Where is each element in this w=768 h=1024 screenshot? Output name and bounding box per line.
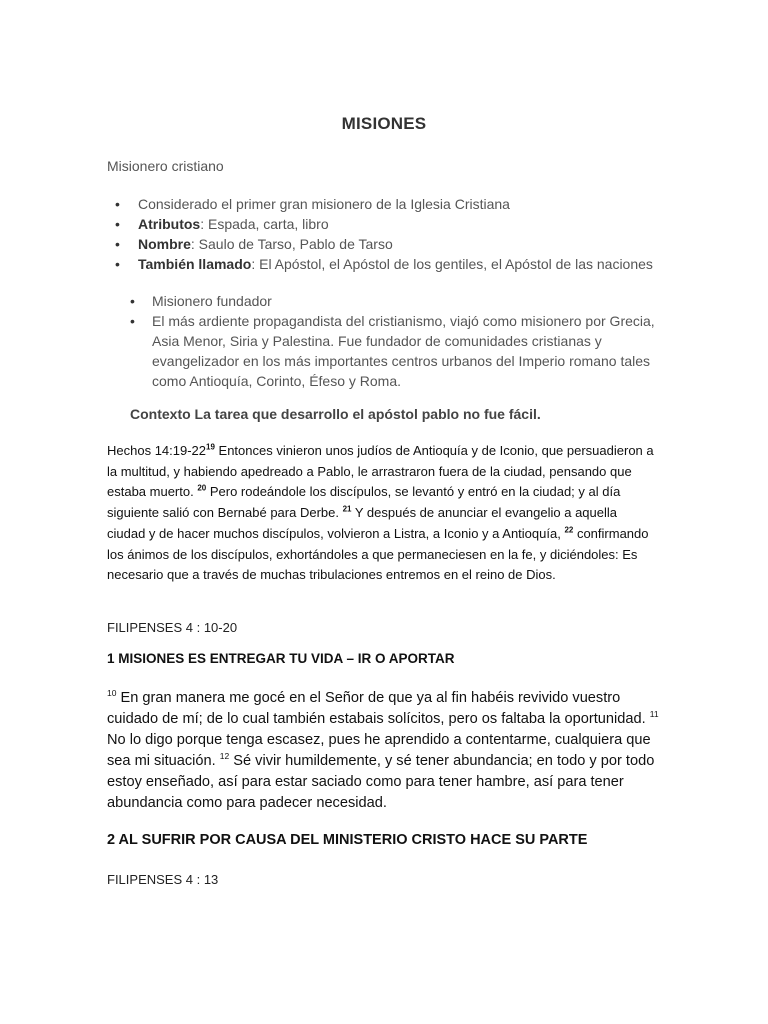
list-item (107, 254, 707, 274)
verse-text: Pero rodeándole los discípulos, se levantó y entró en la ciudad; y al día siguiente salió con Bernabé para Derbe. (107, 484, 621, 521)
list-item (126, 311, 666, 391)
list-item-text: El más ardiente propagandista del cristianismo, viajó como misionero por Grecia, Asia Menor, Siria y Palestina. Fue fundador de comunidades cristianas y evangelizador en los más importantes centros urbanos del Imperio romano tales como Antioquía, Corinto, Éfeso y Roma. (152, 313, 655, 389)
verse-text: En gran manera me gocé en el Señor de que ya al fin habéis revivido vuestro cuidado de mí; de lo cual también estabais solícitos, pero os faltaba la oportunidad. (107, 690, 650, 727)
bullet-list-attributes (107, 194, 707, 274)
section-heading-1: 1 MISIONES ES ENTREGAR TU VIDA – IR O APORTAR (107, 651, 455, 666)
verse-text: No lo digo porque tenga escasez, pues he aprendido a contentarme, cualquiera que sea mi situación. (107, 732, 651, 769)
bullet-list-founder (126, 291, 666, 391)
list-item-text: Misionero fundador (152, 293, 272, 309)
filipenses-reference-2: FILIPENSES 4 : 13 (107, 872, 219, 887)
list-item (107, 214, 707, 234)
verse-number: 22 (564, 525, 574, 535)
list-item (107, 234, 707, 254)
verse-number: 20 (197, 484, 207, 494)
list-item-text: : Espada, carta, libro (200, 216, 329, 232)
list-item-text: : Saulo de Tarso, Pablo de Tarso (190, 236, 393, 252)
subtitle: Misionero cristiano (107, 158, 224, 174)
verse-number: 10 (107, 688, 117, 699)
list-item-text: Considerado el primer gran misionero de la Iglesia Cristiana (138, 196, 510, 212)
filipenses-reference: FILIPENSES 4 : 10-20 (107, 620, 238, 635)
context-line: Contexto La tarea que desarrollo el apóstol pablo no fue fácil. (130, 406, 541, 422)
verse-reference: Hechos 14:19-22 (107, 443, 207, 458)
list-item (126, 291, 666, 311)
verse-number: 11 (649, 709, 659, 720)
verse-number: 19 (206, 442, 215, 452)
list-item-label: Atributos (138, 216, 201, 232)
verse-text: Sé vivir humildemente, y sé tener abundancia; en todo y por todo estoy enseñado, así para estar saciado como para tener hambre, así para tener abundancia como para padecer necesidad. (107, 753, 655, 811)
list-item (107, 194, 707, 214)
section-heading-2: 2 AL SUFRIR POR CAUSA DEL MINISTERIO CRISTO HACE SU PARTE (107, 832, 588, 848)
verse-text: confirmando los ánimos de los discípulos, exhortándoles a que permaneciesen en la fe, y diciéndoles: Es necesario que a través de muchas tribulaciones entremos en el reino de Dios. (107, 525, 649, 583)
verse-text: Y después de anunciar el evangelio a aquella ciudad y de hacer muchos discípulos, volvieron a Listra, a Iconio y a Antioquía, (107, 505, 618, 541)
list-item-label: Nombre (138, 236, 191, 252)
page-title: MISIONES (341, 114, 427, 133)
hechos-passage (107, 441, 655, 586)
verse-number: 12 (219, 751, 230, 762)
list-item-label: También llamado (138, 256, 252, 272)
verse-text: Entonces vinieron unos judíos de Antioquía y de Iconio, que persuadieron a la multitud, y habiendo apedreado a Pablo, le arrastraron fuera de la ciudad, pensando que estaba muerto. (107, 443, 654, 500)
verse-number: 21 (342, 504, 352, 514)
list-item-text: : El Apóstol, el Apóstol de los gentiles, el Apóstol de las naciones (251, 256, 653, 272)
filipenses-passage (107, 688, 667, 814)
